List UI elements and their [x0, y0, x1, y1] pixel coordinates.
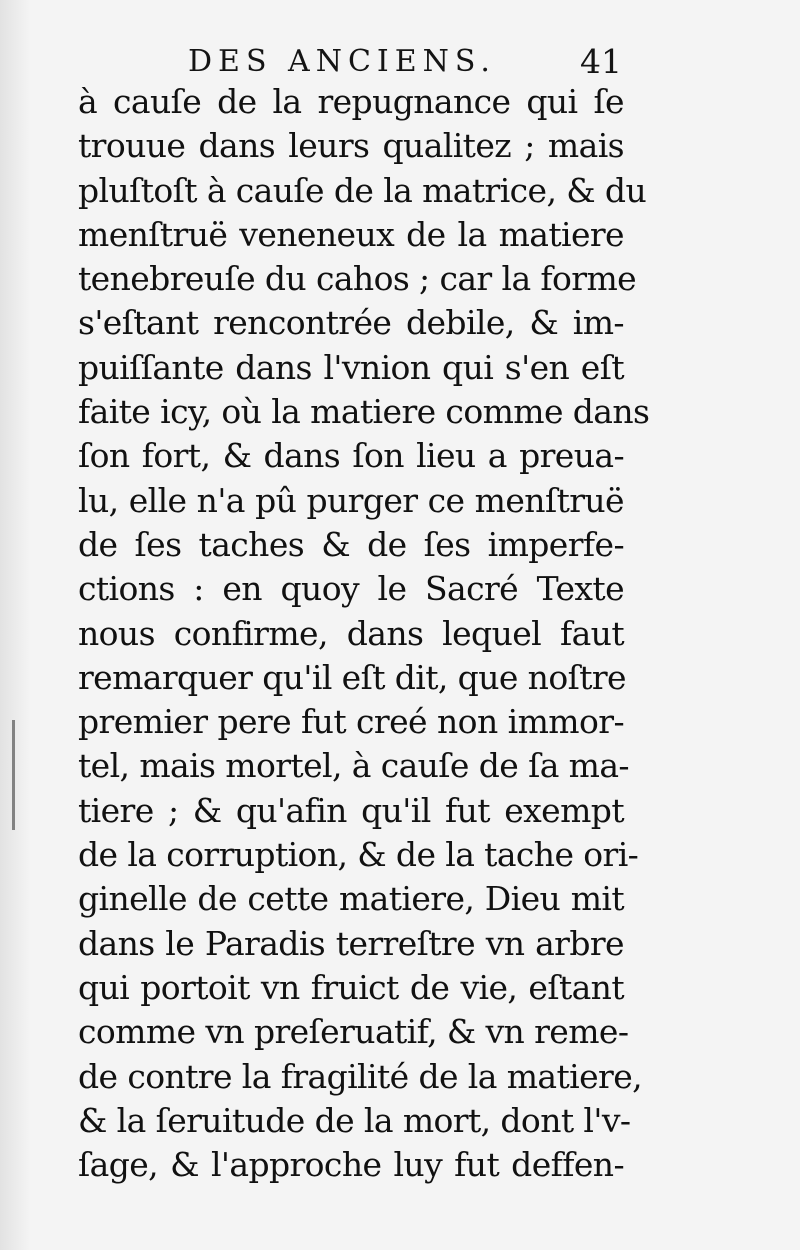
text-line: lu, elle n'a pû purger ce menſtruë: [78, 480, 624, 520]
text-line: comme vn preſeruatif, & vn reme-: [78, 1012, 629, 1052]
text-line: de contre la fragilité de la matiere,: [78, 1056, 643, 1096]
text-line: s'eſtant rencontrée debile, & im-: [78, 303, 624, 343]
text-line: de la corruption, & de la tache ori-: [78, 835, 639, 875]
text-line: tel, mais mortel, à cauſe de ſa ma-: [78, 746, 629, 786]
text-line: tenebreuſe du cahos ; car la forme: [78, 259, 637, 299]
text-line: puiſſante dans l'vnion qui s'en eſt: [78, 347, 624, 387]
text-line: qui portoit vn fruict de vie, eſtant: [78, 967, 624, 1007]
text-line: de ſes taches & de ſes imperfe-: [78, 524, 624, 564]
text-line: faite icy, où la matiere comme dans: [78, 392, 650, 432]
running-title: DES ANCIENS.: [188, 44, 496, 79]
margin-mark: [12, 720, 15, 830]
text-line: ginelle de cette matiere, Dieu mit: [78, 879, 624, 919]
page-gutter-shadow: [0, 0, 30, 1250]
text-line: à cauſe de la repugnance qui ſe: [78, 82, 624, 121]
page-number: 41: [580, 42, 622, 81]
text-line: nous confirme, dans lequel faut: [78, 613, 624, 653]
text-line: premier pere fut creé non immor-: [78, 702, 624, 742]
text-line: menſtruë veneneux de la matiere: [78, 214, 624, 254]
text-line: tiere ; & qu'afin qu'il fut exempt: [78, 790, 624, 830]
text-line: dans le Paradis terreſtre vn arbre: [78, 923, 624, 963]
body-text: [78, 80, 650, 1187]
text-line: & la ſeruitude de la mort, dont l'v-: [78, 1100, 631, 1140]
text-line: trouue dans leurs qualitez ; mais: [78, 126, 624, 166]
text-line: ſage, & l'approche luy fut deffen-: [78, 1145, 624, 1185]
text-line: ctions : en quoy le Sacré Texte: [78, 569, 624, 609]
text-line: remarquer qu'il eſt dit, que noſtre: [78, 657, 626, 697]
text-line: ſon fort, & dans ſon lieu a preua-: [78, 436, 624, 476]
text-line: pluſtoſt à cauſe de la matrice, & du: [78, 170, 647, 210]
